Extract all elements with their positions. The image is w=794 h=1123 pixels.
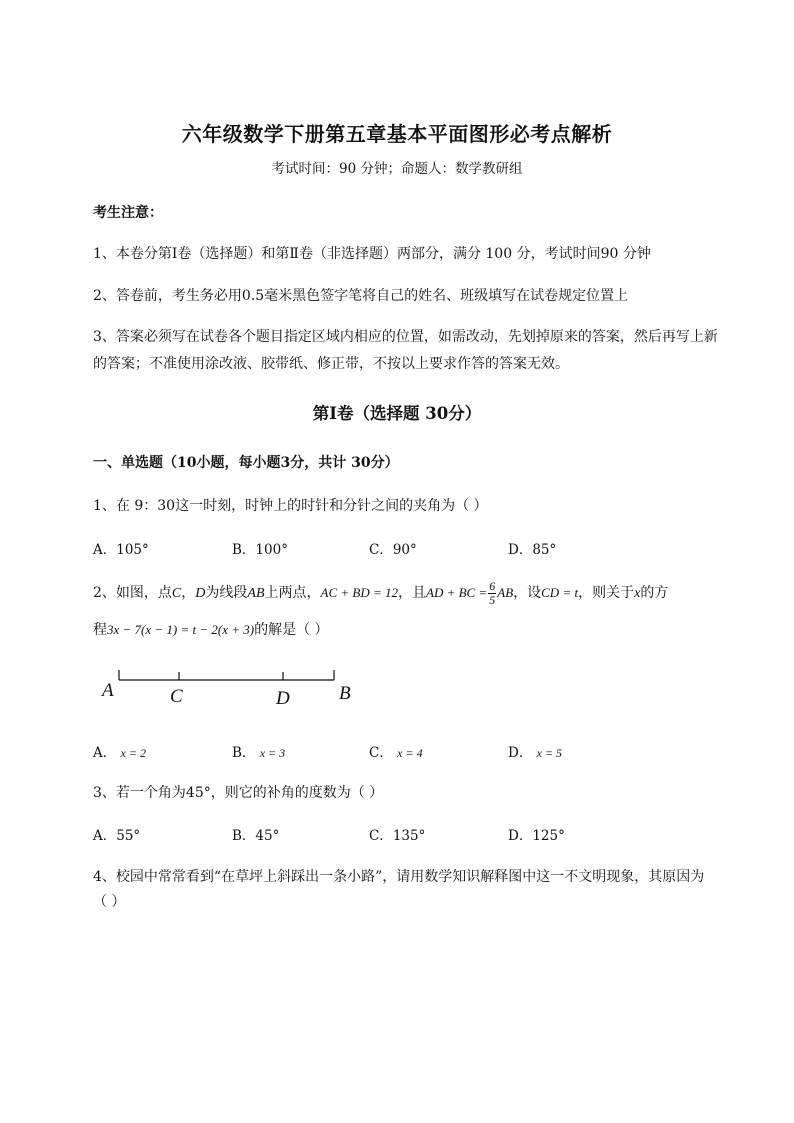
q2-and: ，且: [398, 585, 426, 601]
question-3-option-b: B．45°: [232, 828, 280, 844]
q2-option-b-value: x = 3: [259, 746, 286, 760]
q2-fraction: [488, 580, 496, 607]
question-3-option-c: C．135°: [369, 828, 426, 844]
question-3-option-a: A．55°: [93, 828, 141, 844]
question-1-option-d: D．85°: [508, 542, 557, 558]
notice-heading: 考生注意：: [93, 205, 163, 221]
section-title: 第Ⅰ卷（选择题 30分）: [312, 404, 482, 423]
question-4-stem-line-1: 4、校园中常常看到“在草坪上斜踩出一条小路”，请用数学知识解释图中这一不文明现象，其原因为: [93, 869, 705, 885]
q2-point-d: D: [195, 586, 206, 601]
q2-sep: ，: [181, 585, 196, 601]
q2-fraction-numerator: 6: [489, 578, 496, 593]
notice-item-3: 3、答案必须写在试卷各个题目指定区域内相应的位置，如需改动，先划掉原来的答案，然后再写上新: [93, 329, 718, 345]
q2-option-c-prefix: C．: [369, 745, 393, 761]
question-1-option-b: B．100°: [232, 542, 288, 558]
segment-figure: [95, 660, 375, 710]
label-point-b: B: [339, 683, 351, 704]
q2-set: ，设: [513, 585, 542, 601]
q2-equation-1: AC + BD = 12: [320, 585, 398, 600]
q2-equation-3: CD = t: [541, 585, 579, 600]
q2-option-d-value: x = 5: [536, 746, 563, 760]
question-2-stem-line-2: [93, 619, 329, 639]
q2-equation-2-right: AB: [497, 585, 514, 600]
question-1-option-a: A．105°: [93, 542, 149, 558]
exam-subtitle: 考试时间：90 分钟；命题人：数学教研组: [271, 161, 523, 177]
q2-equation-main: 3x − 7(x − 1) = t − 2(x + 3): [107, 622, 255, 637]
notice-item-1: 1、本卷分第Ⅰ卷（选择题）和第Ⅱ卷（非选择题）两部分，满分 100 分，考试时间90 分钟: [93, 246, 651, 262]
q2-mid: 为线段: [205, 585, 248, 601]
question-3-option-d: D．125°: [508, 828, 565, 844]
q2-option-d-prefix: D．: [508, 745, 533, 761]
q2-segment-ab: AB: [247, 586, 265, 601]
q2-option-b-prefix: B．: [232, 745, 256, 761]
question-4-stem-line-2: （ ）: [93, 894, 126, 910]
part-title: 一、单选题（10小题，每小题3分，共计 30分）: [93, 455, 399, 471]
question-2-option-b: [232, 741, 285, 761]
q2-then: ，则关于: [578, 585, 635, 601]
exam-title: 六年级数学下册第五章基本平面图形必考点解析: [181, 122, 613, 146]
q2-option-a-value: x = 2: [120, 746, 146, 760]
question-2-stem-line-1: [93, 576, 668, 611]
q2-option-a-prefix: A．: [93, 745, 117, 761]
q2-fraction-denominator: 5: [489, 592, 496, 607]
question-1-option-c: C．90°: [369, 542, 417, 558]
label-point-d: D: [276, 688, 290, 709]
q2-after-ab: 上两点，: [264, 585, 321, 601]
q2-equation-2-left: AD + BC =: [426, 585, 488, 600]
q2-lead: 2、如图，点: [93, 585, 172, 601]
notice-item-3-cont: 的答案；不准使用涂改液、胶带纸、修正带，不按以上要求作答的答案无效。: [93, 356, 569, 372]
q2-tail: 的方: [640, 585, 669, 601]
question-2-option-d: [508, 741, 562, 761]
label-point-a: A: [102, 680, 114, 701]
question-1-stem: 1、在 9：30这一时刻，时钟上的时针和分针之间的夹角为（ ）: [93, 498, 488, 514]
q2-variable-x: x: [634, 586, 641, 601]
label-point-c: C: [170, 686, 183, 707]
q2-option-c-value: x = 4: [397, 746, 423, 760]
notice-item-2: 2、答卷前，考生务必用0.5毫米黑色签字笔将自己的姓名、班级填写在试卷规定位置上: [93, 288, 629, 304]
q2-line2-tail: 的解是（ ）: [254, 622, 329, 638]
question-2-option-c: [369, 741, 423, 761]
question-3-stem: 3、若一个角为45°，则它的补角的度数为（ ）: [93, 785, 384, 801]
q2-line2-lead: 程: [93, 622, 107, 638]
q2-point-c: C: [171, 586, 182, 601]
question-2-option-a: [93, 741, 146, 761]
